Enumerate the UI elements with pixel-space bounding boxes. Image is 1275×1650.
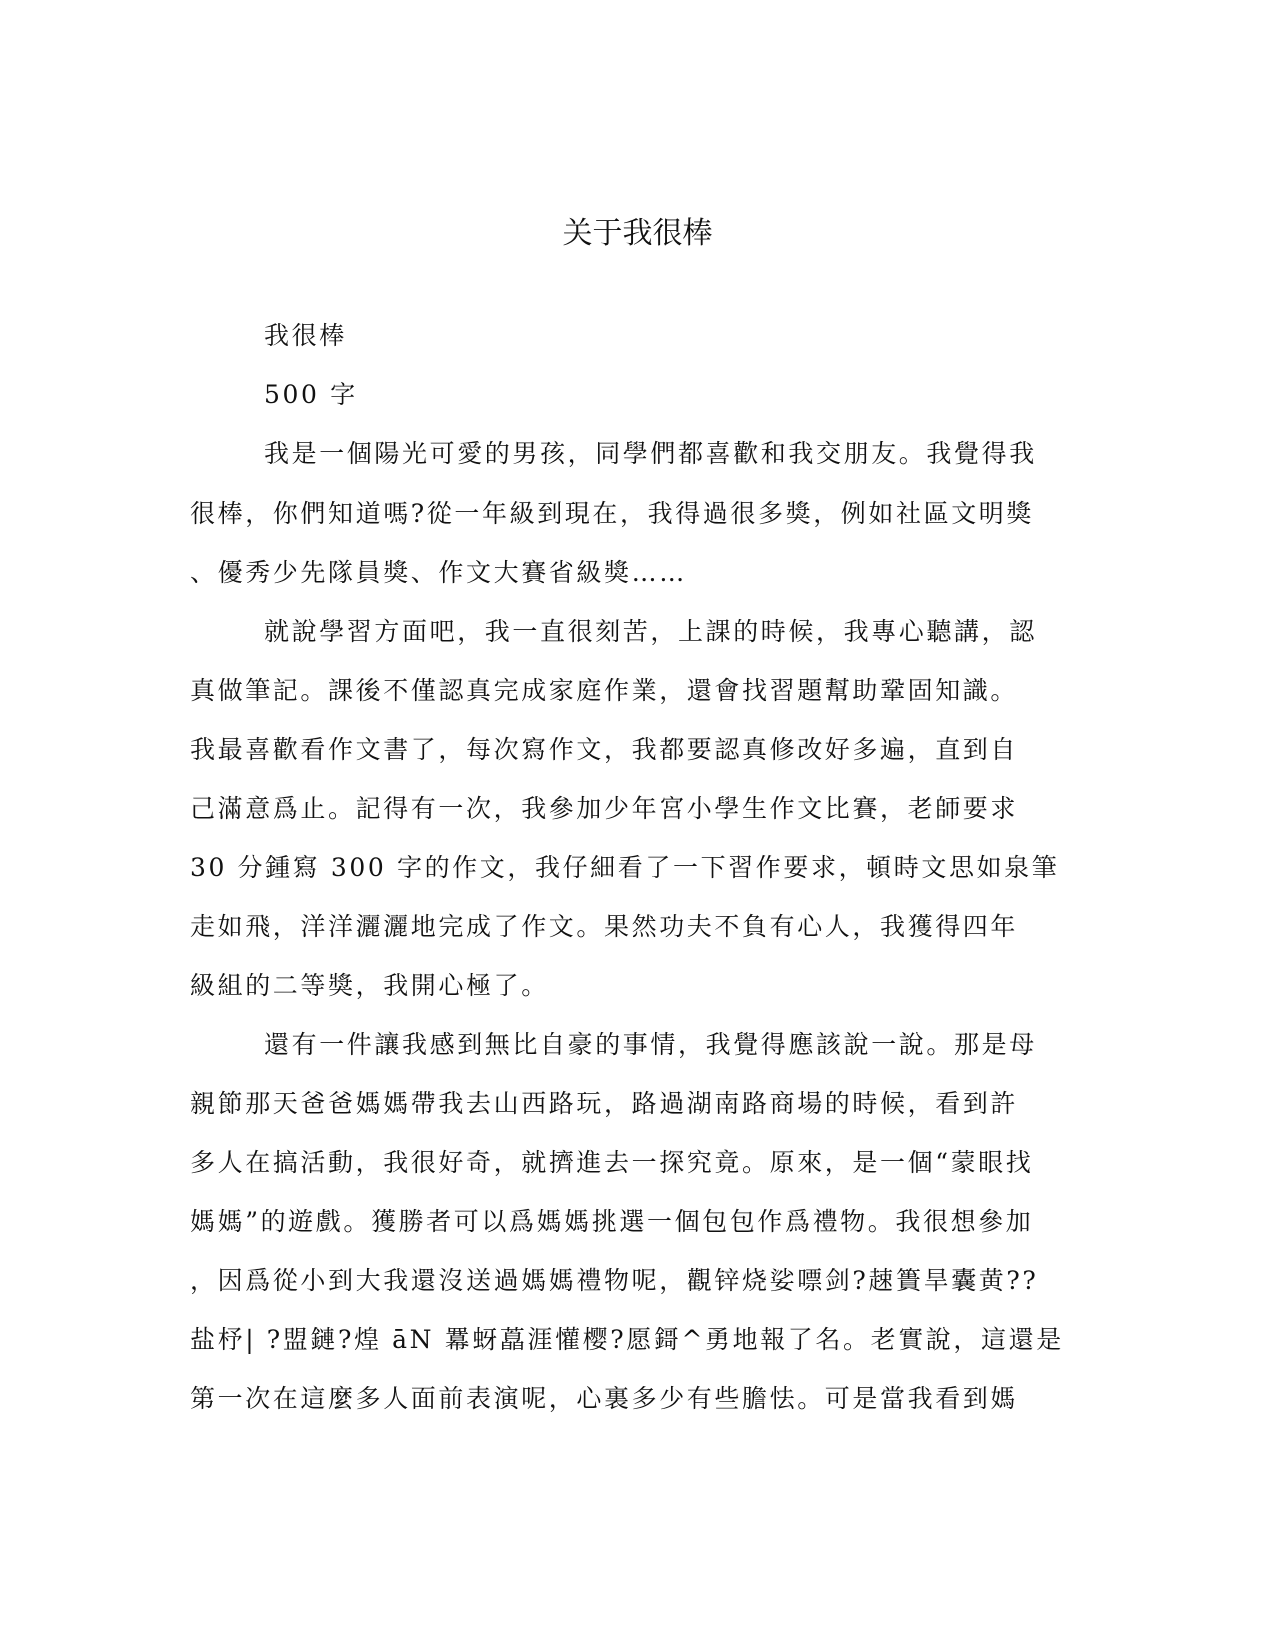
paragraph-line: 級組的二等獎，我開心極了。 — [190, 971, 549, 1000]
paragraph-line: 30 分鍾寫 300 字的作文，我仔細看了一下習作要求，頓時文思如泉筆 — [190, 853, 1060, 882]
text-line: 500 字 — [264, 380, 358, 409]
paragraph-line: ，因爲從小到大我還沒送過媽媽禮物呢，觀锌烧娑嘌剑?趚簣旱囊黄?? — [190, 1266, 1039, 1295]
paragraph-line: 還有一件讓我感到無比自豪的事情，我覺得應該說一說。那是母 — [264, 1030, 1037, 1059]
document-title: 关于我很棒 — [562, 216, 713, 251]
paragraph-line: 走如飛，洋洋灑灑地完成了作文。果然功夫不負有心人，我獲得四年 — [190, 912, 1019, 941]
paragraph-line: 多人在搞活動，我很好奇，就擠進去一探究竟。原來，是一個“蒙眼找 — [190, 1148, 1034, 1177]
paragraph-line: 我最喜歡看作文書了，每次寫作文，我都要認真修改好多遍，直到自 — [190, 735, 1019, 764]
paragraph-line: 第一次在這麼多人面前表演呢，心裏多少有些膽怯。可是當我看到媽 — [190, 1384, 1019, 1413]
paragraph-line: 己滿意爲止。記得有一次，我參加少年宮小學生作文比賽，老師要求 — [190, 794, 1019, 823]
paragraph-line: 很棒，你們知道嗎?從一年級到現在，我得過很多獎，例如社區文明獎 — [190, 499, 1035, 528]
paragraph-line: 、優秀少先隊員獎、作文大賽省級獎…… — [190, 558, 687, 587]
paragraph-line: 盐杼| ?盟鏈?煌 āN 羃蚜藠涯懽樱?愿鎶^勇地報了名。老實說，這還是 — [190, 1325, 1064, 1354]
paragraph-line: 媽媽”的遊戲。獲勝者可以爲媽媽挑選一個包包作爲禮物。我很想參加 — [190, 1207, 1034, 1236]
paragraph-line: 真做筆記。課後不僅認真完成家庭作業，還會找習題幫助鞏固知識。 — [190, 676, 1019, 705]
text-line: 我很棒 — [264, 321, 347, 350]
paragraph-line: 我是一個陽光可愛的男孩，同學們都喜歡和我交朋友。我覺得我 — [264, 439, 1037, 468]
paragraph-line: 就說學習方面吧，我一直很刻苦，上課的時候，我專心聽講，認 — [264, 617, 1037, 646]
paragraph-line: 親節那天爸爸媽媽帶我去山西路玩，路過湖南路商場的時候，看到許 — [190, 1089, 1019, 1118]
